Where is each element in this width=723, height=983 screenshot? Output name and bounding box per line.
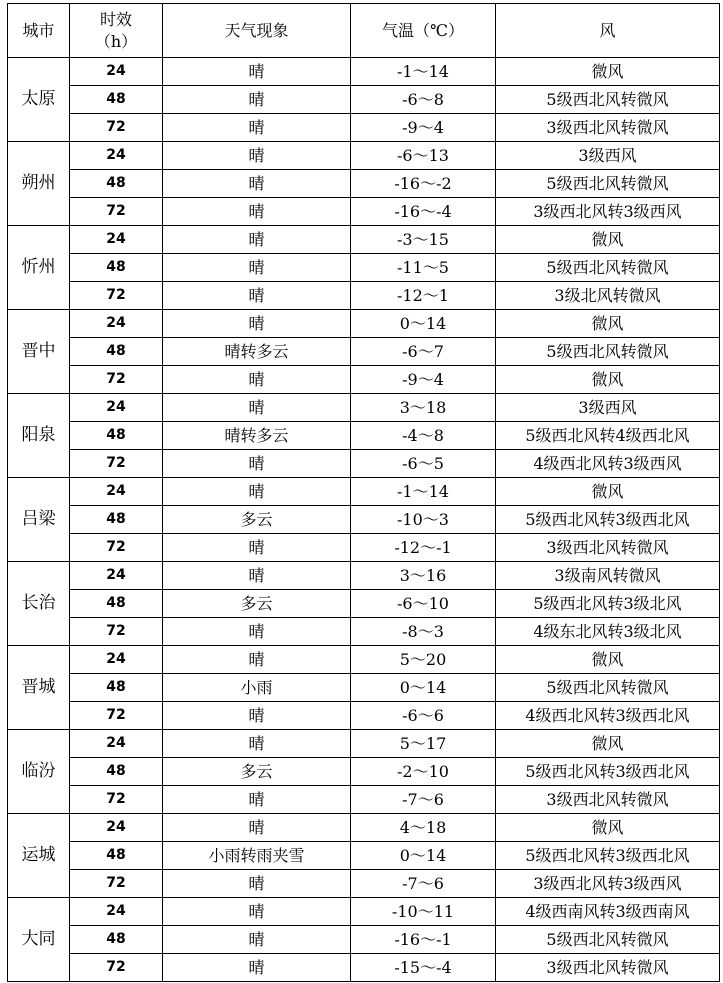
city-name: 长治 [8,562,70,646]
forecast-hours: 24 [70,814,163,842]
header-row [8,4,720,58]
table-row [8,618,720,646]
forecast-hours: 24 [70,898,163,926]
wind-forecast: 5级西北风转4级西北风 [496,422,720,450]
temperature-range: -16～-1 [351,926,496,954]
temperature-range: -1～14 [351,58,496,86]
wind-forecast: 5级西北风转3级北风 [496,590,720,618]
forecast-hours: 72 [70,702,163,730]
weather-condition: 晴 [163,730,351,758]
table-row [8,114,720,142]
wind-forecast: 3级西风 [496,142,720,170]
temperature-range: -10～11 [351,898,496,926]
weather-condition: 晴 [163,898,351,926]
wind-forecast: 5级西北风转微风 [496,338,720,366]
forecast-hours: 48 [70,422,163,450]
forecast-hours: 72 [70,450,163,478]
wind-forecast: 3级西北风转微风 [496,114,720,142]
wind-forecast: 4级东北风转3级北风 [496,618,720,646]
temperature-range: -12～-1 [351,534,496,562]
table-row [8,198,720,226]
forecast-hours: 48 [70,590,163,618]
weather-condition: 晴 [163,478,351,506]
table-row [8,898,720,926]
weather-condition: 多云 [163,758,351,786]
city-name: 阳泉 [8,394,70,478]
forecast-hours: 72 [70,366,163,394]
weather-condition: 晴 [163,366,351,394]
weather-condition: 晴 [163,926,351,954]
weather-condition: 晴 [163,562,351,590]
temperature-range: -4～8 [351,422,496,450]
table-row [8,170,720,198]
temperature-range: -6～5 [351,450,496,478]
weather-condition: 晴 [163,646,351,674]
forecast-hours: 24 [70,730,163,758]
forecast-hours: 48 [70,506,163,534]
wind-forecast: 3级西北风转3级西风 [496,198,720,226]
table-row [8,730,720,758]
temperature-range: -7～6 [351,870,496,898]
temperature-range: 4～18 [351,814,496,842]
wind-forecast: 微风 [496,226,720,254]
header-city: 城市 [8,4,70,58]
weather-condition: 晴 [163,282,351,310]
temperature-range: -6～8 [351,86,496,114]
city-name: 忻州 [8,226,70,310]
weather-condition: 晴 [163,954,351,982]
weather-condition: 晴 [163,226,351,254]
wind-forecast: 4级西南风转3级西南风 [496,898,720,926]
table-row [8,870,720,898]
weather-condition: 晴 [163,870,351,898]
forecast-hours: 48 [70,758,163,786]
wind-forecast: 5级西北风转微风 [496,926,720,954]
temperature-range: -16～-4 [351,198,496,226]
forecast-hours: 24 [70,310,163,338]
table-row [8,478,720,506]
temperature-range: 0～14 [351,842,496,870]
temperature-range: -1～14 [351,478,496,506]
table-row [8,86,720,114]
forecast-hours: 24 [70,646,163,674]
city-name: 吕梁 [8,478,70,562]
wind-forecast: 微风 [496,478,720,506]
temperature-range: 3～16 [351,562,496,590]
forecast-hours: 48 [70,842,163,870]
weather-condition: 晴 [163,86,351,114]
wind-forecast: 3级西北风转微风 [496,534,720,562]
wind-forecast: 4级西北风转3级西风 [496,450,720,478]
wind-forecast: 5级西北风转微风 [496,254,720,282]
city-name: 大同 [8,898,70,982]
weather-condition: 小雨转雨夹雪 [163,842,351,870]
forecast-hours: 24 [70,226,163,254]
temperature-range: -8～3 [351,618,496,646]
table-row [8,310,720,338]
forecast-hours: 48 [70,674,163,702]
wind-forecast: 5级西北风转微风 [496,674,720,702]
header-temperature: 气温（℃） [351,4,496,58]
wind-forecast: 5级西北风转3级西北风 [496,758,720,786]
forecast-hours: 72 [70,114,163,142]
wind-forecast: 5级西北风转微风 [496,170,720,198]
temperature-range: -15～-4 [351,954,496,982]
temperature-range: -6～10 [351,590,496,618]
temperature-range: -2～10 [351,758,496,786]
header-weather: 天气现象 [163,4,351,58]
temperature-range: -9～4 [351,114,496,142]
forecast-table [7,3,720,982]
weather-condition: 晴 [163,170,351,198]
table-row [8,954,720,982]
city-name: 晋中 [8,310,70,394]
weather-condition: 晴 [163,310,351,338]
forecast-hours: 48 [70,926,163,954]
table-row [8,702,720,730]
forecast-hours: 72 [70,870,163,898]
weather-condition: 晴 [163,618,351,646]
weather-condition: 晴 [163,702,351,730]
weather-condition: 晴 [163,198,351,226]
forecast-hours: 24 [70,562,163,590]
weather-condition: 晴 [163,58,351,86]
header-wind: 风 [496,4,720,58]
wind-forecast: 微风 [496,310,720,338]
wind-forecast: 3级西北风转微风 [496,954,720,982]
temperature-range: -6～13 [351,142,496,170]
table-row [8,142,720,170]
table-row [8,758,720,786]
forecast-hours: 72 [70,786,163,814]
temperature-range: -6～6 [351,702,496,730]
weather-condition: 晴 [163,142,351,170]
table-row [8,282,720,310]
weather-condition: 多云 [163,506,351,534]
forecast-hours: 72 [70,618,163,646]
weather-condition: 晴 [163,450,351,478]
temperature-range: 3～18 [351,394,496,422]
table-row [8,786,720,814]
wind-forecast: 3级北风转微风 [496,282,720,310]
forecast-body [8,58,720,982]
forecast-hours: 48 [70,86,163,114]
table-row [8,366,720,394]
weather-condition: 晴 [163,394,351,422]
wind-forecast: 3级西风 [496,394,720,422]
wind-forecast: 微风 [496,730,720,758]
table-row [8,506,720,534]
wind-forecast: 3级南风转微风 [496,562,720,590]
table-row [8,422,720,450]
wind-forecast: 3级西北风转3级西风 [496,870,720,898]
temperature-range: -10～3 [351,506,496,534]
forecast-hours: 72 [70,198,163,226]
wind-forecast: 3级西北风转微风 [496,786,720,814]
table-row [8,226,720,254]
weather-condition: 晴 [163,254,351,282]
temperature-range: 0～14 [351,674,496,702]
wind-forecast: 5级西北风转3级西北风 [496,842,720,870]
table-row [8,58,720,86]
temperature-range: -16～-2 [351,170,496,198]
temperature-range: -12～1 [351,282,496,310]
forecast-hours: 24 [70,478,163,506]
forecast-hours: 48 [70,254,163,282]
table-row [8,534,720,562]
forecast-hours: 24 [70,58,163,86]
forecast-hours: 48 [70,338,163,366]
forecast-hours: 72 [70,534,163,562]
forecast-hours: 72 [70,282,163,310]
wind-forecast: 微风 [496,646,720,674]
table-row [8,254,720,282]
weather-condition: 晴 [163,114,351,142]
temperature-range: -7～6 [351,786,496,814]
forecast-hours: 24 [70,142,163,170]
table-row [8,926,720,954]
wind-forecast: 微风 [496,58,720,86]
weather-condition: 小雨 [163,674,351,702]
forecast-hours: 48 [70,170,163,198]
city-name: 太原 [8,58,70,142]
weather-condition: 晴 [163,534,351,562]
weather-condition: 晴转多云 [163,422,351,450]
weather-condition: 晴 [163,814,351,842]
temperature-range: -6～7 [351,338,496,366]
table-row [8,590,720,618]
table-row [8,814,720,842]
weather-condition: 多云 [163,590,351,618]
temperature-range: -11～5 [351,254,496,282]
forecast-hours: 24 [70,394,163,422]
table-row [8,394,720,422]
wind-forecast: 5级西北风转3级西北风 [496,506,720,534]
city-name: 运城 [8,814,70,898]
header-hours: 时效（h） [70,4,163,58]
temperature-range: 5～17 [351,730,496,758]
table-row [8,842,720,870]
table-row [8,562,720,590]
wind-forecast: 微风 [496,814,720,842]
wind-forecast: 4级西北风转3级西北风 [496,702,720,730]
wind-forecast: 5级西北风转微风 [496,86,720,114]
table-row [8,450,720,478]
table-row [8,646,720,674]
temperature-range: -3～15 [351,226,496,254]
wind-forecast: 微风 [496,366,720,394]
weather-condition: 晴 [163,786,351,814]
temperature-range: 5～20 [351,646,496,674]
temperature-range: 0～14 [351,310,496,338]
table-row [8,674,720,702]
weather-condition: 晴转多云 [163,338,351,366]
city-name: 朔州 [8,142,70,226]
city-name: 临汾 [8,730,70,814]
temperature-range: -9～4 [351,366,496,394]
table-row [8,338,720,366]
city-name: 晋城 [8,646,70,730]
forecast-hours: 72 [70,954,163,982]
